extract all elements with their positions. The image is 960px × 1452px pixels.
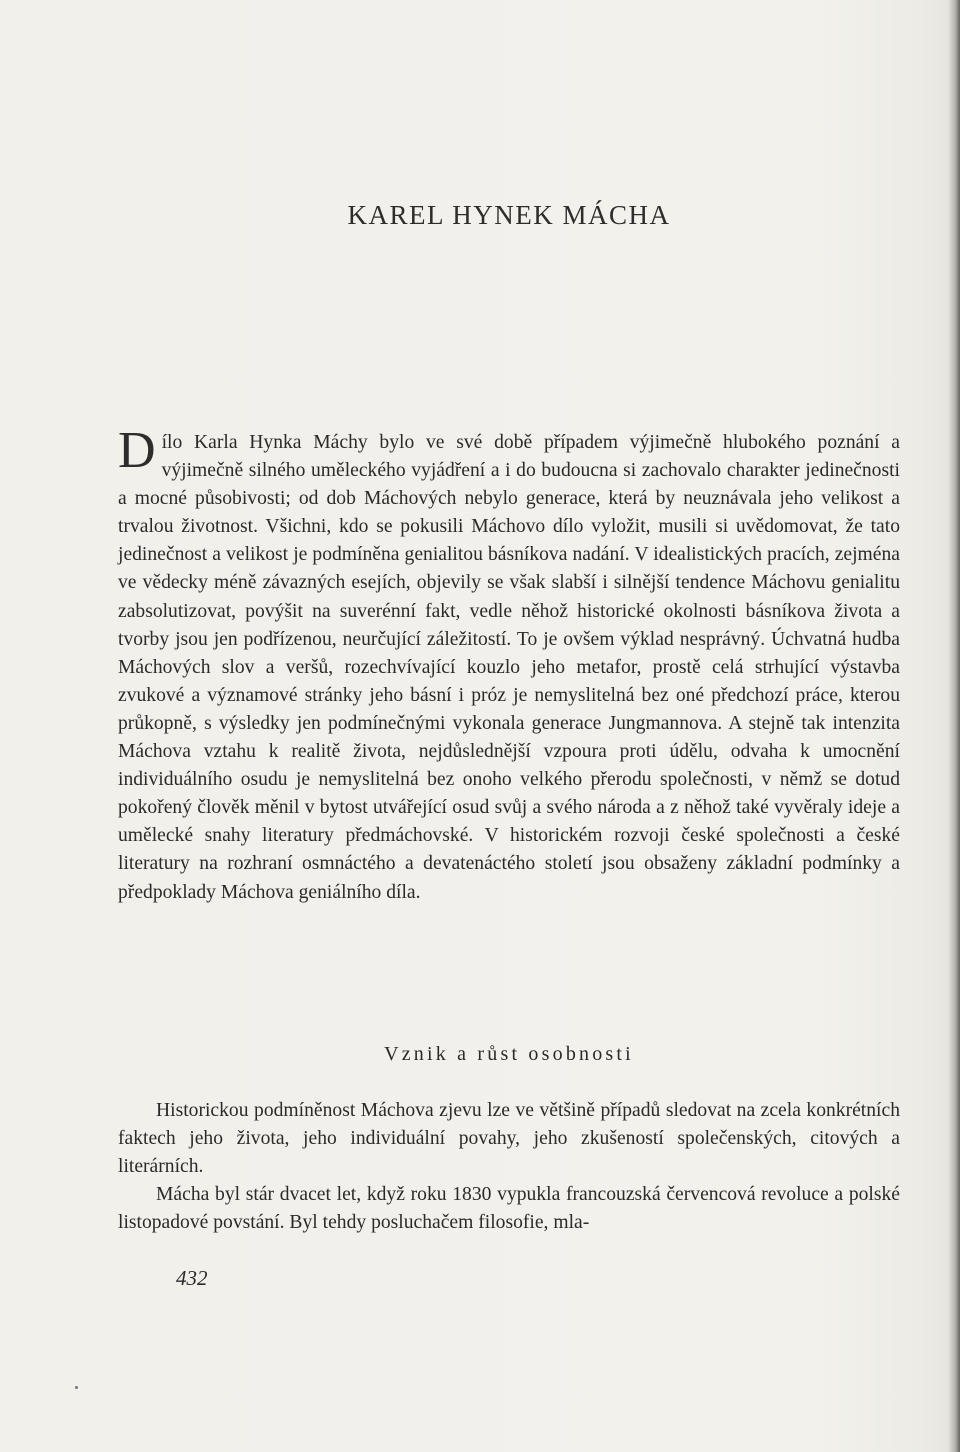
section-paragraph-block <box>118 1097 900 1237</box>
section-paragraph: Mácha byl stár dvacet let, když roku 1830 vypukla francouzská červencová revoluce a polské listopadové povstání. Byl tehdy posluchačem filosofie, mla- <box>118 1184 900 1234</box>
drop-cap-letter: D <box>118 422 156 479</box>
page-number: 432 <box>176 1266 208 1290</box>
chapter-title: KAREL HYNEK MÁCHA <box>347 200 671 230</box>
intro-paragraph-block <box>118 422 900 907</box>
section-paragraph: Historickou podmíněnost Máchova zjevu lze ve většině případů sledovat na zcela konkrétních faktech jeho života, jeho individuální povahy, jeho zkušeností společenských, citových a literárních. <box>118 1100 900 1178</box>
intro-paragraph-text: ílo Karla Hynka Máchy bylo ve své době případem výjimečně hlubokého poznání a výjimečně silného uměleckého vyjádření a i do budoucna si zachovalo charakter jedinečnosti a mocné působivosti; od dob Máchových nebylo generace, která by neuznávala jeho velikost a trvalou životnost. Všichni, kdo se pokusili Máchovo dílo vyložit, musili si uvědomovat, že tato jedinečnost a velikost je podmíněna genialitou básníkova nadání. V idealistických pracích, zejména ve vědecky méně závazných esejích, objevily se však slabší i silnější tendence Máchovu genialitu zabsolutizovat, povýšit na suverénní fakt, vedle něhož historické okolnosti básníkova života a tvorby jsou jen podřízenou, neurčující záležitostí. To je ovšem výklad nesprávný. Úchvatná hudba Máchových slov a veršů, rozechvívající kouzlo jeho metafor, prostě celá strhující výstavba zvukové a významové stránky jeho básní i próz je nemyslitelná bez oné předchozí práce, kterou průkopně, s výsledky jen podmínečnými vykonala generace Jungmannova. A stejně tak intenzita Máchova vztahu k realitě života, nejdůslednější vzpoura proti údělu, odvaha k umocnění individuálního osudu je nemyslitelná bez onoho velkého přerodu společnosti, v němž se dotud pokořený člověk měnil v bytost utvářející osud svůj a svého národa a z něhož také vyvěraly ideje a umělecké snahy literatury předmáchovské. V historickém rozvoji české společnosti a české literatury na rozhraní osmnáctého a devatenáctého století jsou obsaženy základní podmínky a předpoklady Máchova geniálního díla. <box>118 432 900 903</box>
intro-paragraph <box>118 422 900 907</box>
paper-speck <box>75 1386 78 1389</box>
page-edge-shadow <box>948 0 960 1452</box>
section-heading: Vznik a růst osobnosti <box>384 1043 634 1065</box>
